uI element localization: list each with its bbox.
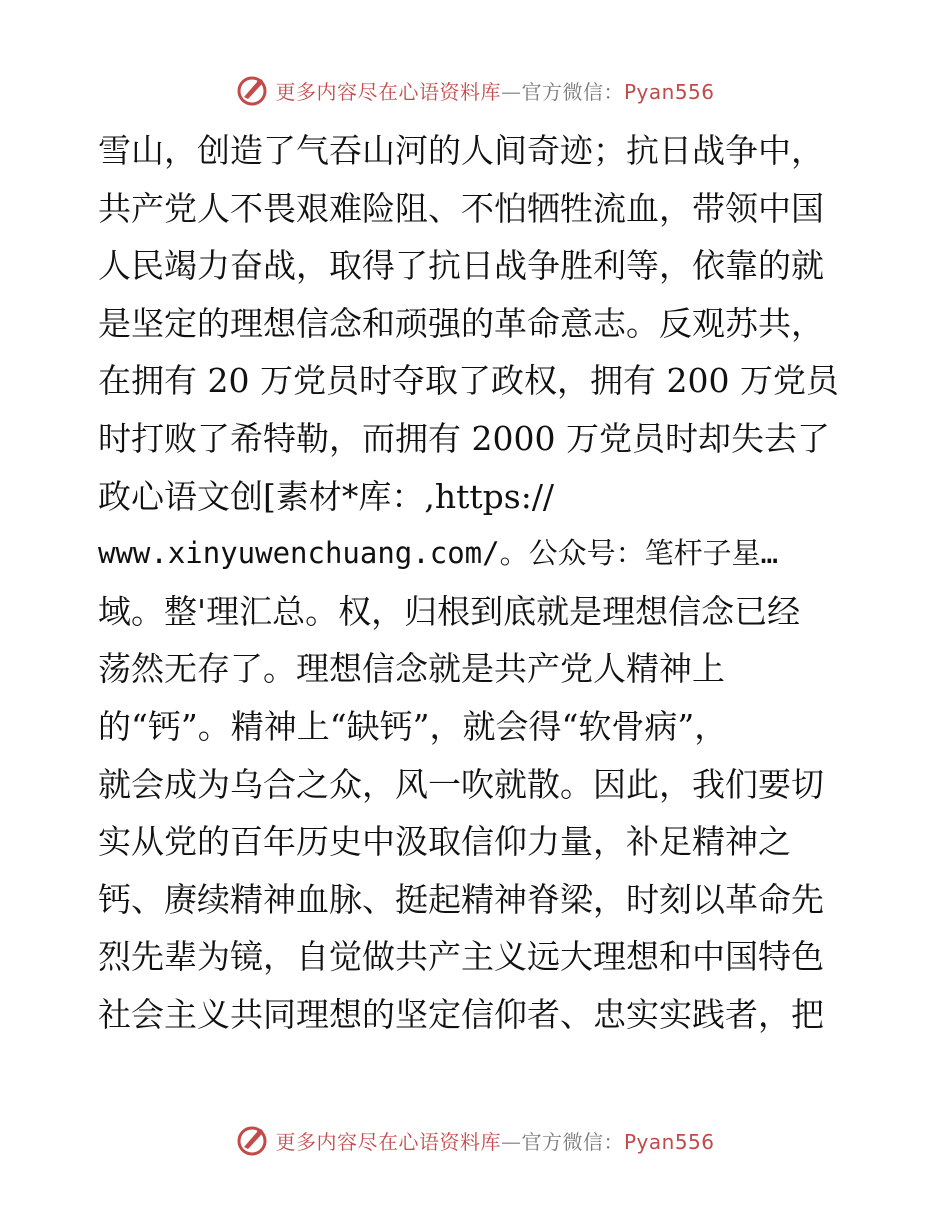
body-line: 是坚定的理想信念和顽强的革命意志。反观苏共， <box>98 303 824 343</box>
ink-brush-logo-icon <box>235 73 269 107</box>
header-contact-label: 官方微信： <box>521 79 624 104</box>
header-text <box>275 76 714 105</box>
body-line: www.xinyuwenchuang.com/。公众号：笔杆子星… <box>98 536 779 571</box>
body-line: 钙、赓续精神血脉、挺起精神脊梁，时刻以革命先 <box>98 879 824 919</box>
body-line: 共产党人不畏艰难险阻、不怕牺牲流血，带领中国 <box>98 188 824 228</box>
header-contact-id: Pyan556 <box>623 79 715 104</box>
ink-brush-logo-icon <box>235 1123 269 1157</box>
body-line: 社会主义共同理想的坚定信仰者、忠实实践者，把 <box>98 994 824 1034</box>
body-line: 时打败了希特勒，而拥有 2000 万党员时却失去了 <box>98 418 830 458</box>
header-separator: — <box>500 79 522 104</box>
header-banner <box>0 70 950 110</box>
body-line: 的“钙”。精神上“缺钙”，就会得“软骨病”， <box>98 706 728 746</box>
footer-banner <box>0 1120 950 1160</box>
body-line: 政心语文创[素材*库：,https:// <box>98 476 555 516</box>
body-line: 实从党的百年历史中汲取信仰力量，补足精神之 <box>98 822 791 862</box>
header-brand: 更多内容尽在心语资料库 <box>275 79 501 104</box>
body-line: 在拥有 20 万党员时夺取了政权，拥有 200 万党员 <box>98 361 839 401</box>
body-line: 就会成为乌合之众，风一吹就散。因此，我们要切 <box>98 764 824 804</box>
body-line: 烈先辈为镜，自觉做共产主义远大理想和中国特色 <box>98 937 824 977</box>
body-line: 雪山，创造了气吞山河的人间奇迹；抗日战争中， <box>98 131 824 170</box>
footer-contact-label: 官方微信： <box>521 1129 624 1154</box>
footer-separator: — <box>500 1129 522 1154</box>
footer-text <box>275 1126 714 1155</box>
document-body <box>98 122 858 1044</box>
body-line: 荡然无存了。理想信念就是共产党人精神上 <box>98 649 725 689</box>
footer-brand: 更多内容尽在心语资料库 <box>275 1129 501 1154</box>
body-line: 人民竭力奋战，取得了抗日战争胜利等，依靠的就 <box>98 246 824 286</box>
footer-contact-id: Pyan556 <box>623 1129 715 1154</box>
body-line: 域。整'理汇总。权，归根到底就是理想信念已经 <box>98 591 801 631</box>
